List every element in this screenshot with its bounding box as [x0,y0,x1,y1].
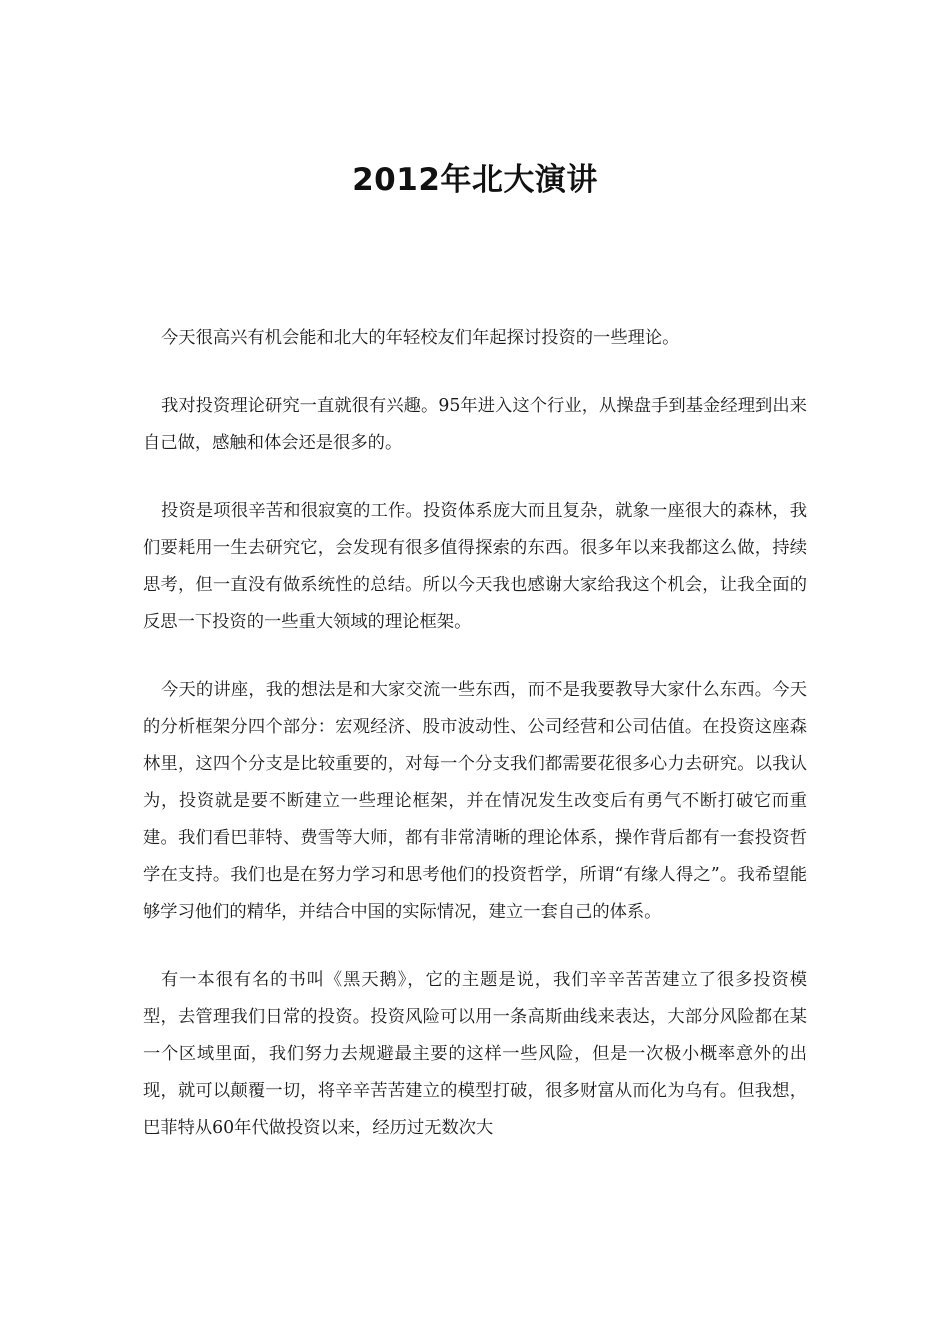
paragraph-2: 我对投资理论研究一直就很有兴趣。95年进入这个行业，从操盘手到基金经理到出来自己做，感触和体会还是很多的。 [143,396,807,453]
paragraph-3: 投资是项很辛苦和很寂寞的工作。投资体系庞大而且复杂，就象一座很大的森林，我们要耗用一生去研究它，会发现有很多值得探索的东西。很多年以来我都这么做，持续思考，但一直没有做系统性的总结。所以今天我也感谢大家给我这个机会，让我全面的反思一下投资的一些重大领域的理论框架。 [143,501,807,632]
document-body [143,320,807,1147]
paragraph-1: 今天很高兴有机会能和北大的年轻校友们年起探讨投资的一些理论。 [161,328,680,348]
paragraph-4: 今天的讲座，我的想法是和大家交流一些东西，而不是我要教导大家什么东西。今天的分析框架分四个部分：宏观经济、股市波动性、公司经营和公司估值。在投资这座森林里，这四个分支是比较重要的，对每一个分支我们都需要花很多心力去研究。以我认为，投资就是要不断建立一些理论框架，并在情况发生改变后有勇气不断打破它而重建。我们看巴菲特、费雪等大师，都有非常清晰的理论体系，操作背后都有一套投资哲学在支持。我们也是在努力学习和思考他们的投资哲学，所谓“有缘人得之”。我希望能够学习他们的精华，并结合中国的实际情况，建立一套自己的体系。 [143,680,807,922]
paragraph-5: 有一本很有名的书叫《黑天鹅》，它的主题是说，我们辛辛苦苦建立了很多投资模型，去管理我们日常的投资。投资风险可以用一条高斯曲线来表达，大部分风险都在某一个区域里面，我们努力去规避最主要的这样一些风险，但是一次极小概率意外的出现，就可以颠覆一切，将辛辛苦苦建立的模型打破，很多财富从而化为乌有。但我想，巴菲特从60年代做投资以来，经历过无数次大 [143,970,807,1138]
document-title: 2012年北大演讲 [352,162,598,198]
